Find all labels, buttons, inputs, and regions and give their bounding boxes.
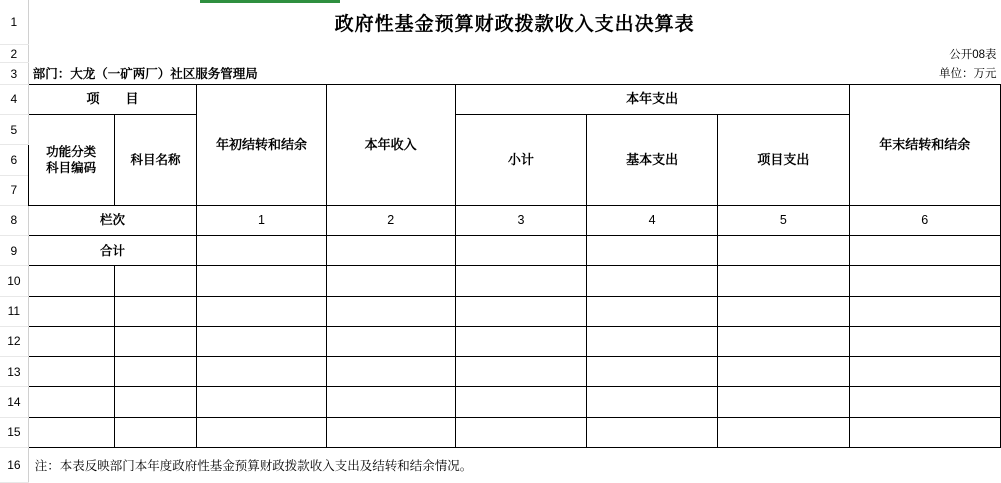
table-row [0,357,1001,387]
table-row [0,387,1001,417]
data-cell[interactable] [28,326,114,356]
row-header-1[interactable]: 1 [0,0,28,44]
total-row-label-cell[interactable] [28,236,197,266]
data-cell[interactable] [197,417,326,447]
row-header-5[interactable]: 5 [0,115,28,145]
data-cell[interactable] [114,326,197,356]
row-header-3[interactable]: 3 [0,63,28,85]
data-cell[interactable] [587,266,718,296]
header-col-basic-expenditure[interactable] [587,115,718,206]
data-cell[interactable] [718,357,849,387]
header-col-income-label: 本年收入 [364,136,417,152]
data-cell[interactable] [849,417,1001,447]
column-number-2[interactable] [326,205,455,235]
row-9 [0,236,1001,266]
data-cell[interactable] [326,357,455,387]
document-title-cell[interactable] [28,0,1000,44]
header-col-subtotal-label: 小计 [507,151,534,167]
form-code: 公开08表 [949,48,997,61]
row-header-10[interactable]: 10 [0,266,28,296]
row-header-12[interactable]: 12 [0,326,28,356]
data-cell[interactable] [326,387,455,417]
column-number-1-label: 1 [257,213,265,228]
data-cell[interactable] [718,266,849,296]
header-expenditure-label: 本年支出 [626,91,679,107]
data-cell[interactable] [849,387,1001,417]
row-3 [0,63,1001,85]
data-cell[interactable] [28,266,114,296]
row-header-2[interactable]: 2 [0,44,28,63]
data-cell[interactable] [197,357,326,387]
header-col-subtotal[interactable] [455,115,586,206]
data-cell[interactable] [718,296,849,326]
row-16 [0,447,1001,482]
data-cell[interactable] [326,266,455,296]
selection-highlight-strip [200,0,340,3]
row-header-6[interactable]: 6 [0,145,28,175]
data-cell[interactable] [114,357,197,387]
header-col-begin-balance[interactable] [197,84,326,205]
header-col-project-expenditure[interactable] [718,115,849,206]
data-cell[interactable] [455,387,586,417]
total-cell-2[interactable] [326,236,455,266]
row-header-9[interactable]: 9 [0,236,28,266]
row-header-11[interactable]: 11 [0,296,28,326]
data-cell[interactable] [587,417,718,447]
header-col-subject-name[interactable] [114,115,197,206]
row-4 [0,84,1001,114]
total-row-label: 合计 [100,243,126,258]
total-cell-4[interactable] [587,236,718,266]
header-col-end-balance-label: 年末结转和结余 [879,136,971,152]
data-cell[interactable] [849,266,1001,296]
header-item-label: 项 目 [86,91,139,107]
data-cell[interactable] [114,266,197,296]
header-item-group[interactable] [28,84,197,114]
data-cell[interactable] [197,387,326,417]
row-header-8[interactable]: 8 [0,205,28,235]
header-col-end-balance[interactable] [849,84,1001,205]
total-cell-5[interactable] [718,236,849,266]
data-cell[interactable] [28,417,114,447]
row-header-14[interactable]: 14 [0,387,28,417]
data-cell[interactable] [114,387,197,417]
department-cell[interactable] [28,63,586,85]
data-cell[interactable] [28,387,114,417]
header-col-project-expenditure-label: 项目支出 [757,151,810,167]
data-cell[interactable] [849,326,1001,356]
data-cell[interactable] [587,326,718,356]
column-number-1[interactable] [197,205,326,235]
row-header-16[interactable]: 16 [0,447,28,482]
column-number-4[interactable] [587,205,718,235]
data-cell[interactable] [326,326,455,356]
data-cell[interactable] [718,387,849,417]
row-2 [0,44,1001,63]
unit-label: 单位：万元 [939,68,997,81]
column-number-4-label: 4 [648,213,656,228]
page-title: 政府性基金预算财政拨款收入支出决算表 [334,13,695,35]
header-col-func-code-line2: 科目编码 [46,160,97,175]
row-1 [0,0,1001,44]
column-number-3[interactable] [455,205,586,235]
row-8 [0,205,1001,235]
row-header-4[interactable]: 4 [0,84,28,114]
row-header-15[interactable]: 15 [0,417,28,447]
data-cell[interactable] [455,417,586,447]
column-number-3-label: 3 [517,213,525,228]
data-cell[interactable] [718,417,849,447]
form-code-cell[interactable] [28,44,1000,63]
header-col-func-code[interactable] [28,115,114,206]
table-row [0,326,1001,356]
header-expenditure-group[interactable] [455,84,849,114]
data-cell[interactable] [197,266,326,296]
column-number-5[interactable] [718,205,849,235]
header-col-subject-name-label: 科目名称 [130,152,181,167]
data-cell[interactable] [455,296,586,326]
header-col-func-code-line1: 功能分类 [46,144,97,159]
data-cell[interactable] [28,296,114,326]
table-row [0,266,1001,296]
data-cell[interactable] [28,357,114,387]
total-cell-1[interactable] [197,236,326,266]
table-row [0,417,1001,447]
column-number-6[interactable] [849,205,1001,235]
row-header-13[interactable]: 13 [0,357,28,387]
column-number-6-label: 6 [921,213,929,228]
row-header-7[interactable]: 7 [0,175,28,205]
data-cell[interactable] [326,417,455,447]
data-cell[interactable] [197,326,326,356]
data-cell[interactable] [849,357,1001,387]
data-cell[interactable] [849,296,1001,326]
data-cell[interactable] [455,266,586,296]
data-cell[interactable] [587,357,718,387]
unit-cell[interactable] [587,63,1001,85]
data-cell[interactable] [718,326,849,356]
data-cell[interactable] [455,357,586,387]
total-cell-3[interactable] [455,236,586,266]
data-cell[interactable] [197,296,326,326]
data-cell[interactable] [587,296,718,326]
column-number-2-label: 2 [387,213,395,228]
column-number-row-label-cell[interactable] [28,205,197,235]
column-number-row-label: 栏次 [100,213,126,228]
data-cell[interactable] [455,326,586,356]
table-row [0,296,1001,326]
table-note: 注：本表反映部门本年度政府性基金预算财政拨款收入支出及结转和结余情况。 [34,459,473,474]
data-cell[interactable] [326,296,455,326]
header-col-begin-balance-label: 年初结转和结余 [215,136,307,152]
department-line: 部门：大龙（一矿两厂）社区服务管理局 [32,67,258,82]
data-cell[interactable] [114,296,197,326]
data-cell[interactable] [114,417,197,447]
header-col-basic-expenditure-label: 基本支出 [626,151,679,167]
note-cell[interactable] [28,447,1000,482]
data-cell[interactable] [587,387,718,417]
column-number-5-label: 5 [779,213,787,228]
total-cell-6[interactable] [849,236,1001,266]
header-col-income[interactable] [326,84,455,205]
